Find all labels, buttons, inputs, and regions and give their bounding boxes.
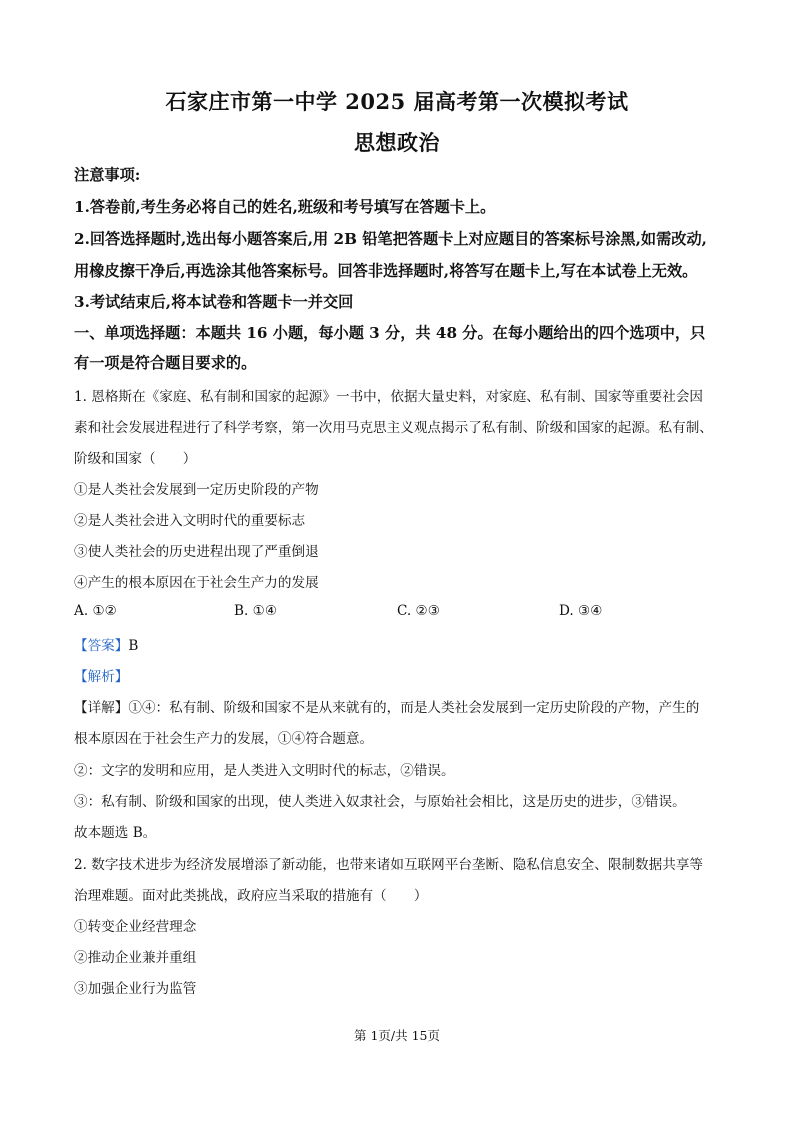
q2-statement-2: ②推动企业兼并重组 <box>74 950 197 966</box>
q2-stem-line2: 治理难题。面对此类挑战，政府应当采取的措施有（ ） <box>74 888 428 904</box>
q1-option-d: D. ③④ <box>559 603 603 619</box>
notice-item-2: 2.回答选择题时,选出每小题答案后,用 2B 铅笔把答题卡上对应题目的答案标号涂黑,如需改动, <box>74 230 707 248</box>
notice-item-1: 1.答卷前,考生务必将自己的姓名,班级和考号填写在答题卡上。 <box>74 198 496 216</box>
section-heading-line1: 一、单项选择题：本题共 16 小题，每小题 3 分，共 48 分。在每小题给出的四个选项中，只 <box>74 324 706 342</box>
exam-title: 石家庄市第一中学 2025 届高考第一次模拟考试 <box>165 89 629 114</box>
q1-option-c: C. ②③ <box>397 603 440 619</box>
q1-stem-line3: 阶级和国家（ ） <box>74 451 197 467</box>
analysis-tag: 【解析】 <box>74 669 129 685</box>
q2-statement-3: ③加强企业行为监管 <box>74 981 197 997</box>
q1-statement-4: ④产生的根本原因在于社会生产力的发展 <box>74 575 319 591</box>
notice-heading: 注意事项: <box>74 166 141 184</box>
answer-tag: 【答案】 <box>74 638 129 654</box>
q1-stem-line1: 1. 恩格斯在《家庭、私有制和国家的起源》一书中，依据大量史料，对家庭、私有制、国家等重要社会因 <box>74 389 704 405</box>
q1-detail-line2: 根本原因在于社会生产力的发展，①④符合题意。 <box>74 731 374 747</box>
q1-option-a: A. ①② <box>74 603 117 619</box>
page-footer: 第 1页/共 15页 <box>353 1028 441 1043</box>
section-heading-line2: 有一项是符合题目要求的。 <box>74 354 257 372</box>
subject-title: 思想政治 <box>354 130 440 155</box>
q1-detail-line1 <box>74 696 724 716</box>
q1-detail-line3: ②：文字的发明和应用，是人类进入文明时代的标志，②错误。 <box>74 763 455 779</box>
q1-detail-line4: ③：私有制、阶级和国家的出现，使人类进入奴隶社会，与原始社会相比，这是历史的进步，③错误。 <box>74 794 686 810</box>
q1-analysis-line <box>74 665 724 685</box>
q1-statement-3: ③使人类社会的历史进程出现了严重倒退 <box>74 544 319 560</box>
notice-item-3: 3.考试结束后,将本试卷和答题卡一并交回 <box>74 293 354 311</box>
detail-tag: 【详解】 <box>74 700 129 716</box>
q1-answer-value: B <box>128 638 139 654</box>
notice-item-2-cont: 用橡皮擦干净后,再选涂其他答案标号。回答非选择题时,将答写在题卡上,写在本试卷上无效。 <box>74 262 698 280</box>
q1-detail-text-1: ①④：私有制、阶级和国家不是从来就有的，而是人类社会发展到一定历史阶段的产物，产生的 <box>128 700 700 716</box>
q1-stem-line2: 素和社会发展进程进行了科学考察，第一次用马克思主义观点揭示了私有制、阶级和国家的起源。私有制、 <box>74 420 713 436</box>
q1-statement-1: ①是人类社会发展到一定历史阶段的产物 <box>74 482 319 498</box>
q2-stem-line1: 2. 数字技术进步为经济发展增添了新动能，也带来诸如互联网平台垄断、隐私信息安全、限制数据共享等 <box>74 857 704 873</box>
q2-statement-1: ①转变企业经营理念 <box>74 919 197 935</box>
q1-option-b: B. ①④ <box>234 603 278 619</box>
q1-statement-2: ②是人类社会进入文明时代的重要标志 <box>74 513 306 529</box>
q1-detail-line5: 故本题选 B。 <box>74 825 157 841</box>
q1-answer-line <box>74 634 724 654</box>
